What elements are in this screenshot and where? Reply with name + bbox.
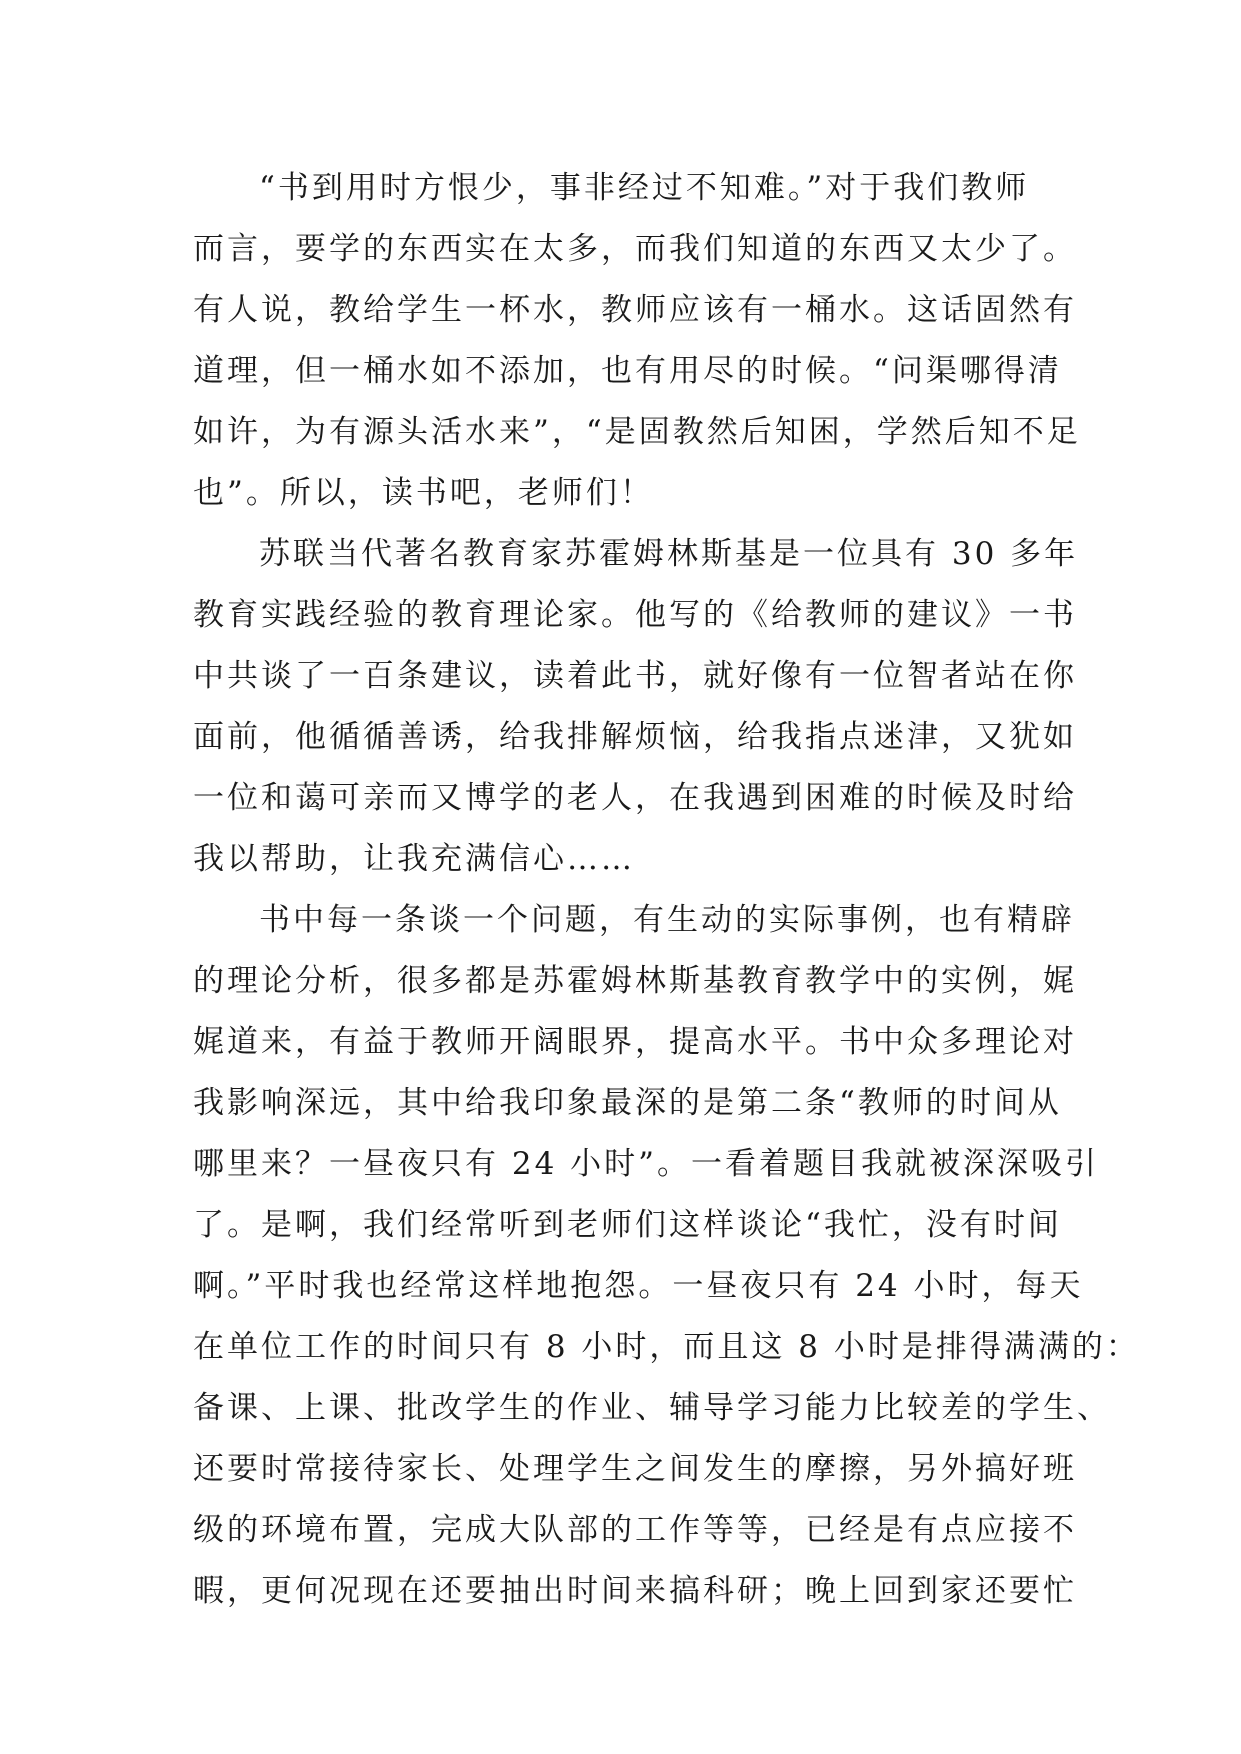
paragraph-line: 哪里来？一昼夜只有 24 小时”。一看着题目我就被深深吸引 — [193, 1146, 1099, 1182]
paragraph-line: 一位和蔼可亲而又博学的老人，在我遇到困难的时候及时给 — [193, 780, 1077, 816]
paragraph-line: 教育实践经验的教育理论家。他写的《给教师的建议》一书 — [193, 597, 1077, 633]
paragraph-line: 备课、上课、批改学生的作业、辅导学习能力比较差的学生、 — [193, 1390, 1111, 1426]
paragraph-line: 还要时常接待家长、处理学生之间发生的摩擦，另外搞好班 — [193, 1451, 1077, 1487]
paragraph-2 — [193, 524, 1079, 890]
paragraph-line: 道理，但一桶水如不添加，也有用尽的时候。“问渠哪得清 — [193, 353, 1062, 389]
paragraph-line: 也”。所以，读书吧，老师们！ — [193, 475, 654, 511]
paragraph-line: 苏联当代著名教育家苏霍姆林斯基是一位具有 30 多年 — [259, 536, 1079, 572]
paragraph-line: 啊。”平时我也经常这样地抱怨。一昼夜只有 24 小时，每天 — [193, 1268, 1084, 1304]
paragraph-line: “书到用时方恨少，事非经过不知难。”对于我们教师 — [259, 170, 1030, 206]
paragraph-3 — [193, 890, 1140, 1622]
body-text — [193, 158, 1140, 1622]
paragraph-line: 中共谈了一百条建议，读着此书，就好像有一位智者站在你 — [193, 658, 1077, 694]
paragraph-line: 级的环境布置，完成大队部的工作等等，已经是有点应接不 — [193, 1512, 1077, 1548]
paragraph-line: 娓道来，有益于教师开阔眼界，提高水平。书中众多理论对 — [193, 1024, 1077, 1060]
paragraph-line: 面前，他循循善诱，给我排解烦恼，给我指点迷津，又犹如 — [193, 719, 1077, 755]
paragraph-line: 而言，要学的东西实在太多，而我们知道的东西又太少了。 — [193, 231, 1077, 267]
paragraph-line: 的理论分析，很多都是苏霍姆林斯基教育教学中的实例，娓 — [193, 963, 1077, 999]
paragraph-line: 书中每一条谈一个问题，有生动的实际事例，也有精辟 — [259, 902, 1075, 938]
paragraph-line: 如许，为有源头活水来”，“是固教然后知困，学然后知不足 — [193, 414, 1081, 450]
paragraph-line: 了。是啊，我们经常听到老师们这样谈论“我忙，没有时间 — [193, 1207, 1062, 1243]
paragraph-line: 我以帮助，让我充满信心…… — [193, 841, 635, 877]
paragraph-1 — [193, 158, 1081, 524]
paragraph-line: 暇，更何况现在还要抽出时间来搞科研；晚上回到家还要忙 — [193, 1573, 1077, 1609]
paragraph-line: 在单位工作的时间只有 8 小时，而且这 8 小时是排得满满的： — [193, 1329, 1140, 1365]
paragraph-line: 我影响深远，其中给我印象最深的是第二条“教师的时间从 — [193, 1085, 1062, 1121]
paragraph-line: 有人说，教给学生一杯水，教师应该有一桶水。这话固然有 — [193, 292, 1077, 328]
